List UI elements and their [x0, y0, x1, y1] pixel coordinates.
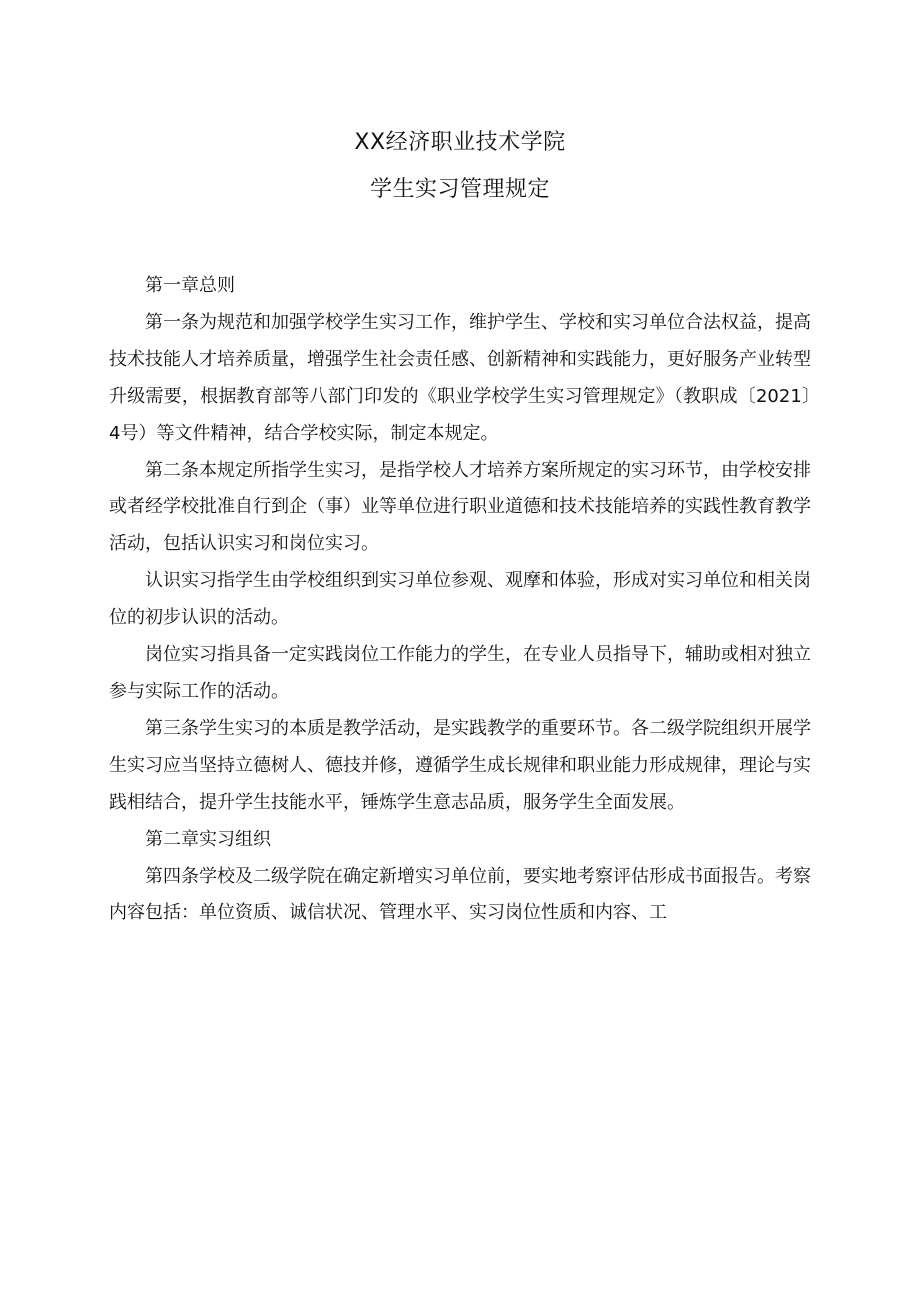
- document-title-regulation: 学生实习管理规定: [369, 177, 550, 202]
- chapter-heading-2: 第二章实习组织: [145, 828, 271, 850]
- article-1-paragraph: 第一条为规范和加强学校学生实习工作，维护学生、学校和实习单位合法权益，提高技术技能人才培养质量，增强学生社会责任感、创新精神和实践能力，更好服务产业转型升级需要，根据教育部等八部门印发的《职业学校学生实习管理规定》（教职成〔2021〕4号）等文件精神，结合学校实际，制定本规定。: [109, 311, 811, 444]
- article-2-paragraph: 第二条本规定所指学生实习，是指学校人才培养方案所规定的实习环节，由学校安排或者经学校批准自行到企（事）业等单位进行职业道德和技术技能培养的实践性教育教学活动，包括认识实习和岗位实习。: [109, 459, 811, 555]
- document-body: [109, 268, 811, 932]
- document-title-institution: XX经济职业技术学院: [354, 130, 566, 155]
- article-4-paragraph: 第四条学校及二级学院在确定新增实习单位前，要实地考察评估形成书面报告。考察内容包括：单位资质、诚信状况、管理水平、实习岗位性质和内容、工: [109, 865, 811, 924]
- post-internship-paragraph: 岗位实习指具备一定实践岗位工作能力的学生，在专业人员指导下，辅助或相对独立参与实际工作的活动。: [109, 644, 811, 702]
- chapter-heading-1: 第一章总则: [145, 275, 235, 296]
- cognitive-internship-paragraph: 认识实习指学生由学校组织到实习单位参观、观摩和体验，形成对实习单位和相关岗位的初步认识的活动。: [109, 570, 811, 629]
- article-3-paragraph: 第三条学生实习的本质是教学活动，是实践教学的重要环节。各二级学院组织开展学生实习应当坚持立德树人、德技并修，遵循学生成长规律和职业能力形成规律，理论与实践相结合，提升学生技能水平，锤炼学生意志品质，服务学生全面发展。: [109, 717, 811, 813]
